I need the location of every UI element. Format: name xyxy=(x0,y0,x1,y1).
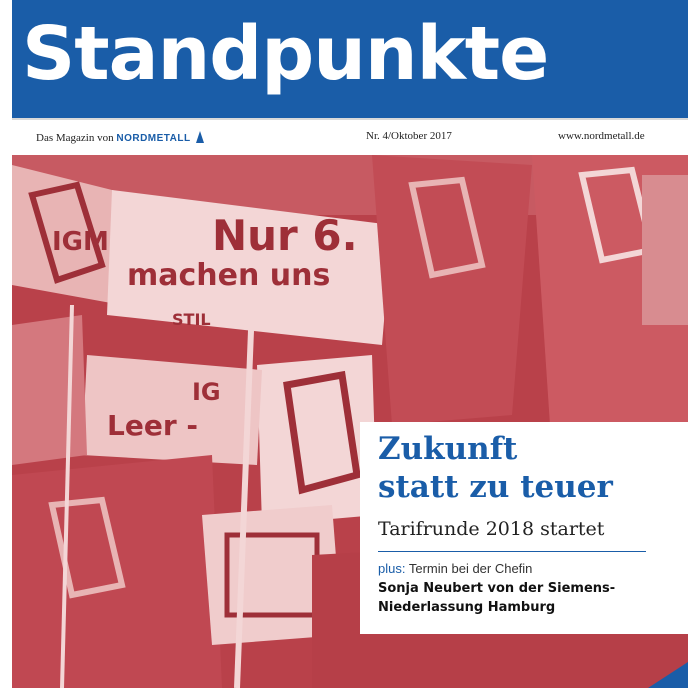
teaser-line1: Sonja Neubert von der Siemens- xyxy=(378,581,616,596)
red-flag-right xyxy=(372,155,532,425)
issue-number: Nr. 4/Oktober 2017 xyxy=(366,130,452,142)
headline-line2: statt zu teuer xyxy=(378,469,613,505)
flag-logo-left: IGM xyxy=(52,227,109,257)
banner-text-line1: Nur 6. xyxy=(212,211,358,260)
banner-partial-text: STIL xyxy=(172,310,211,329)
website-link: www.nordmetall.de xyxy=(558,130,645,142)
plus-prefix: plus: xyxy=(378,561,406,576)
cover-story-box xyxy=(360,422,688,634)
headline-line1: Zukunft xyxy=(378,431,518,467)
sail-logo-icon xyxy=(195,130,205,144)
publisher-prefix: Das Magazin von xyxy=(36,132,114,144)
cover-subhead: Tarifrunde 2018 startet xyxy=(378,518,605,540)
cover-headline xyxy=(378,430,678,506)
issue-info-bar xyxy=(12,118,688,157)
page-corner-accent xyxy=(648,662,688,688)
banner-text-line2: machen uns xyxy=(127,258,331,293)
leer-banner-top: IG xyxy=(192,378,221,406)
magazine-title: Standpunkte xyxy=(22,11,549,97)
masthead xyxy=(12,0,688,118)
plus-topic: Termin bei der Chefin xyxy=(408,561,533,576)
leer-banner-bottom: Leer - xyxy=(107,409,198,442)
divider xyxy=(378,551,646,552)
publisher-line xyxy=(36,130,205,144)
plus-line xyxy=(378,561,532,576)
publisher-brand: NORDMETALL xyxy=(116,133,191,144)
teaser-text xyxy=(378,579,678,617)
teaser-line2: Niederlassung Hamburg xyxy=(378,600,556,615)
